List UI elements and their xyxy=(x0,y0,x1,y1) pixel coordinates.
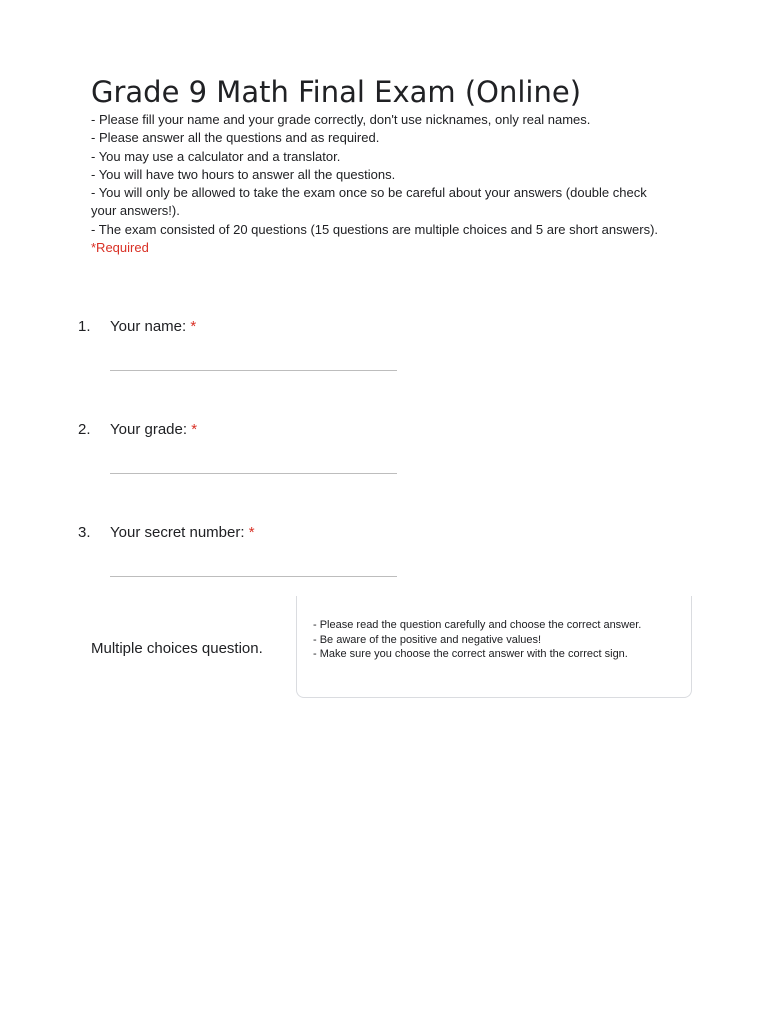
required-note: *Required xyxy=(91,240,149,256)
question-label xyxy=(110,524,255,542)
form-title: Grade 9 Math Final Exam (Online) xyxy=(91,75,582,109)
question-label-text: Your grade: xyxy=(110,421,188,438)
instruction-line: - Please fill your name and your grade correctly, don't use nicknames, only real names. xyxy=(91,112,591,127)
instruction-line: - Please answer all the questions and as required. xyxy=(91,130,380,146)
question-number: 3. xyxy=(78,524,91,541)
question-grade xyxy=(0,421,768,491)
question-number: 1. xyxy=(78,318,91,335)
question-label-text: Your name: xyxy=(110,318,187,335)
instruction-line: - You will have two hours to answer all the questions. xyxy=(91,166,396,182)
question-name xyxy=(0,318,768,388)
question-secret-number xyxy=(0,524,768,594)
name-answer-field[interactable] xyxy=(110,370,397,371)
instruction-line: - The exam consisted of 20 questions (15 questions are multiple choices and 5 are short answers). xyxy=(91,221,659,237)
section-note: - Be aware of the positive and negative values! xyxy=(313,633,542,646)
instruction-line: - You may use a calculator and a translator. xyxy=(91,148,341,164)
form-description xyxy=(91,111,661,257)
question-label xyxy=(110,421,197,439)
instruction-line: - You will only be allowed to take the exam once so be careful about your answers (double check your answers!). xyxy=(91,185,647,219)
section-note: - Please read the question carefully and choose the correct answer. xyxy=(313,619,642,631)
section-title: Multiple choices question. xyxy=(91,640,263,657)
required-asterisk: * xyxy=(248,524,255,541)
grade-answer-field[interactable] xyxy=(110,473,397,474)
section-note: - Make sure you choose the correct answer with the correct sign. xyxy=(313,648,628,660)
question-label-text: Your secret number: xyxy=(110,524,245,541)
question-number: 2. xyxy=(78,421,91,438)
section-info-box xyxy=(296,596,692,698)
required-asterisk: * xyxy=(191,421,198,438)
question-label xyxy=(110,318,196,336)
secret-number-answer-field[interactable] xyxy=(110,576,397,577)
required-asterisk: * xyxy=(190,318,197,335)
